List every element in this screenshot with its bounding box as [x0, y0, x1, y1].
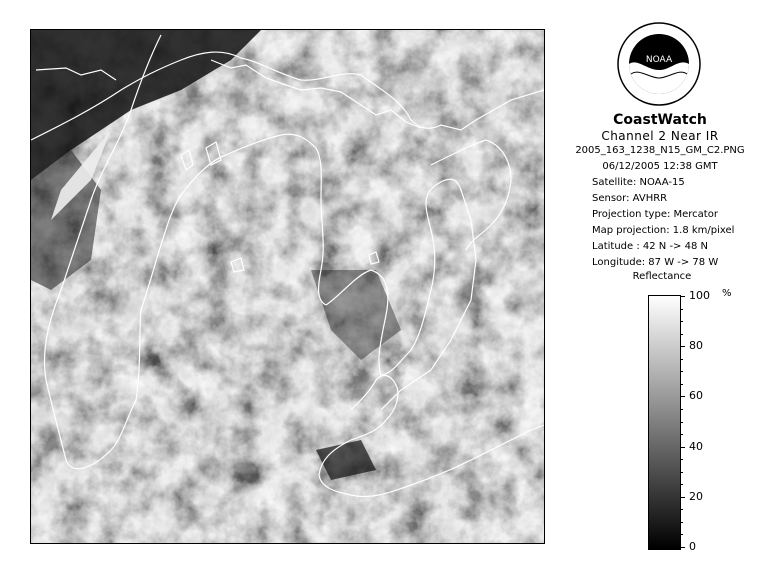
- scale-minor-tick: [680, 472, 683, 473]
- scale-title: Reflectance: [632, 271, 692, 282]
- longitude-label: Longitude: 87 W -> 78 W: [592, 257, 719, 268]
- scale-minor-tick: [680, 346, 683, 347]
- scale-tick-label: 60: [689, 389, 703, 403]
- scale-minor-tick: [680, 534, 683, 535]
- scale-tick-label: 100: [689, 289, 710, 302]
- reflectance-scale-bar: [648, 295, 681, 550]
- scale-minor-tick: [680, 522, 683, 523]
- projection-type-label: Projection type: Mercator: [592, 209, 718, 220]
- satellite-svg: [31, 30, 544, 543]
- channel-label: Channel 2 Near IR: [601, 129, 719, 143]
- scale-minor-tick: [680, 422, 683, 423]
- scale-minor-tick: [680, 296, 683, 297]
- scale-minor-tick: [680, 447, 683, 448]
- scale-minor-tick: [680, 484, 683, 485]
- scale-minor-tick: [680, 396, 683, 397]
- scale-minor-tick: [680, 359, 683, 360]
- map-projection-label: Map projection: 1.8 km/pixel: [592, 225, 735, 236]
- scale-minor-tick: [680, 409, 683, 410]
- noaa-logo-label: NOAA: [645, 55, 673, 65]
- scale-minor-tick: [680, 371, 683, 372]
- noaa-logo: [617, 22, 701, 106]
- scale-unit: %: [722, 288, 732, 299]
- sensor-label: Sensor: AVHRR: [592, 193, 668, 204]
- scale-minor-tick: [680, 459, 683, 460]
- app-title: CoastWatch: [613, 112, 707, 128]
- scale-minor-tick: [680, 321, 683, 322]
- scale-minor-tick: [680, 334, 683, 335]
- scale-tick-label: 80: [689, 339, 703, 353]
- scale-minor-tick: [680, 497, 683, 498]
- scale-minor-tick: [680, 434, 683, 435]
- latitude-label: Latitude : 42 N -> 48 N: [592, 241, 708, 252]
- scale-tick-label: 20: [689, 489, 703, 503]
- scale-tick-label: 40: [689, 439, 703, 453]
- scale-minor-tick: [680, 547, 683, 548]
- date-time: 06/12/2005 12:38 GMT: [602, 161, 718, 172]
- scale-minor-tick: [680, 309, 683, 310]
- satellite-label: Satellite: NOAA-15: [592, 177, 685, 188]
- scale-minor-tick: [680, 509, 683, 510]
- file-name: 2005_163_1238_N15_GM_C2.PNG: [575, 145, 745, 156]
- scale-minor-tick: [680, 384, 683, 385]
- satellite-image: [30, 29, 545, 544]
- scale-tick-label: 0: [689, 540, 696, 553]
